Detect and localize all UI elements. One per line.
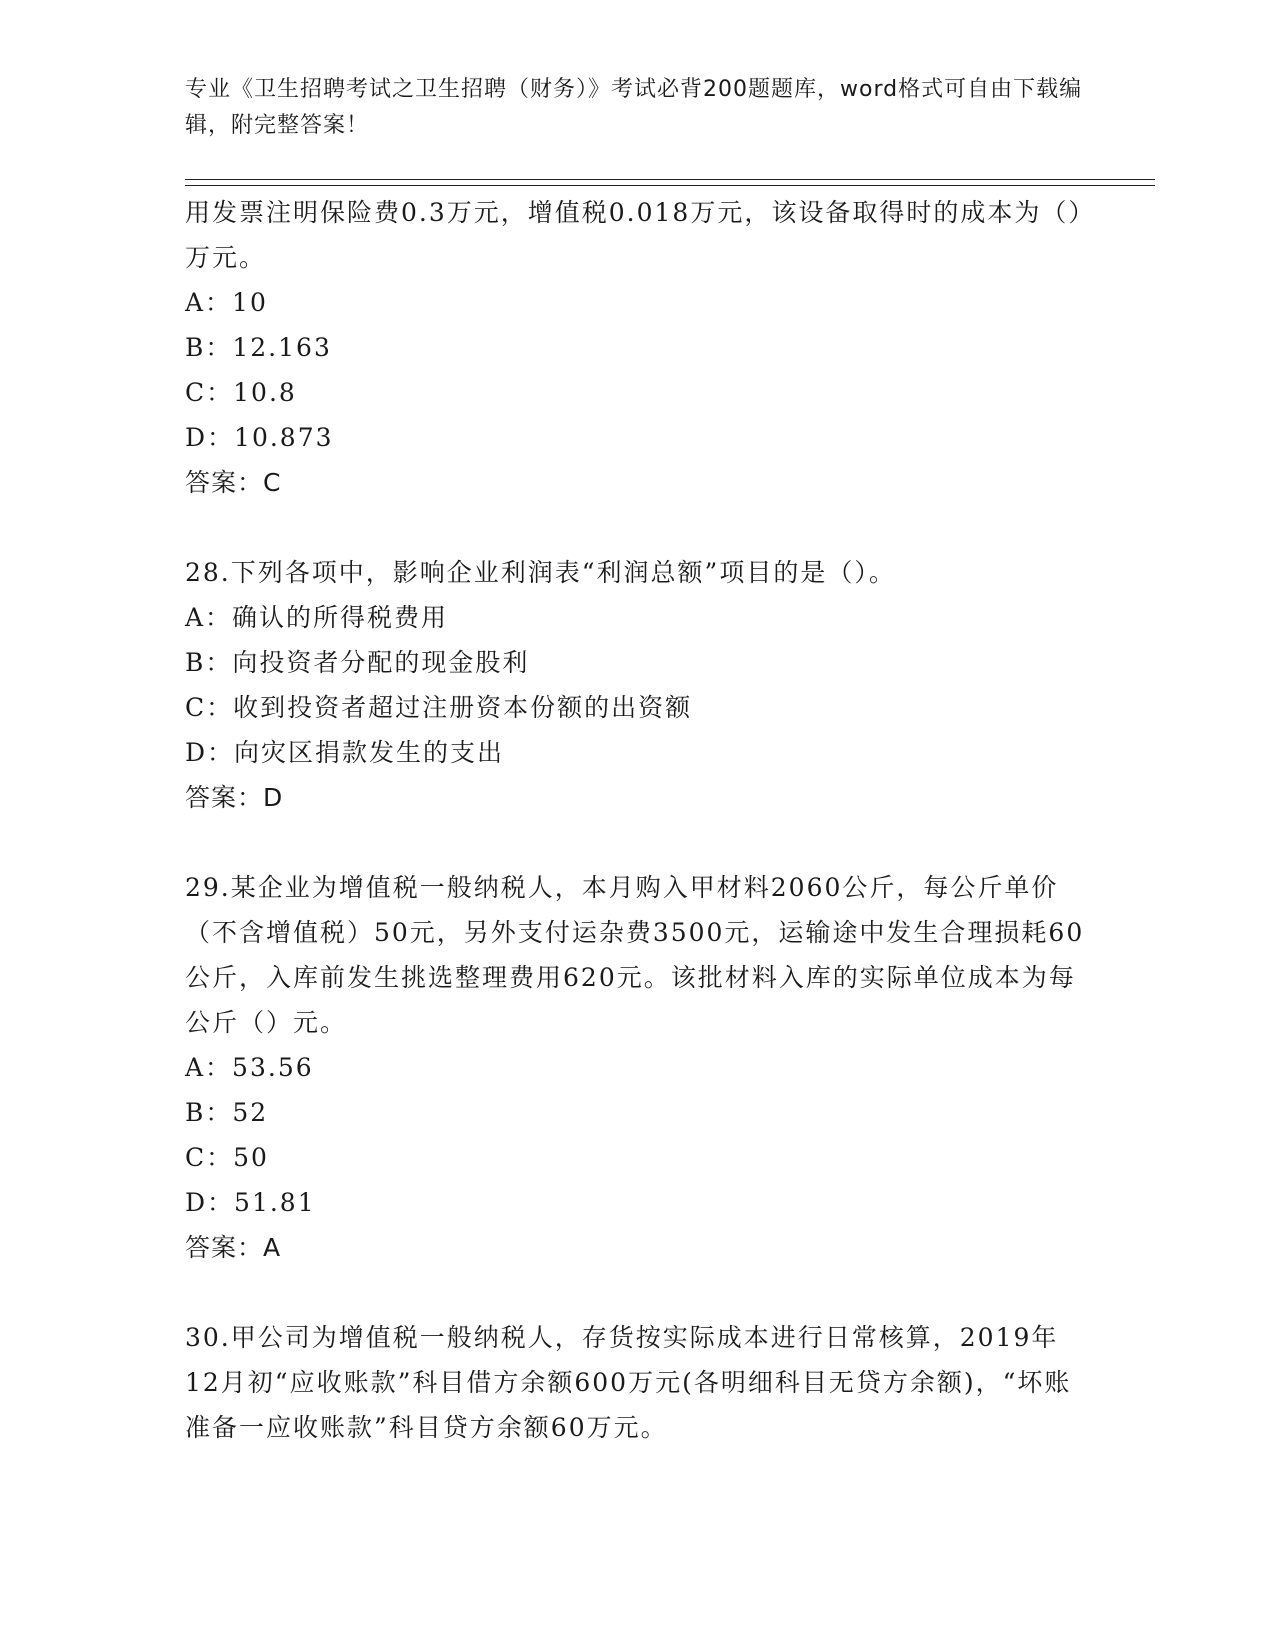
question-stem: 30.甲公司为增值税一般纳税人，存货按实际成本进行日常核算，2019年12月初“应收账款”科目借方余额600万元(各明细科目无贷方余额)，“坏账准备一应收账款”科目贷方余额60万元。 [185, 1323, 1072, 1442]
option-b: B：52 [185, 1098, 269, 1127]
option-c: C：10.8 [185, 378, 297, 407]
option-b: B：12.163 [185, 333, 332, 362]
option-d: D：51.81 [185, 1188, 316, 1217]
question-stem: 用发票注明保险费0.3万元，增值税0.018万元，该设备取得时的成本为（）万元。 [185, 198, 1083, 272]
option-b: B：向投资者分配的现金股利 [185, 648, 530, 677]
question-29 [185, 865, 1085, 1270]
answer-line: 答案：A [185, 1233, 282, 1262]
header-divider-bottom [185, 185, 1155, 186]
option-c: C：收到投资者超过注册资本份额的出资额 [185, 693, 693, 722]
question-content [185, 190, 1085, 1450]
answer-line: 答案：D [185, 783, 284, 812]
document-header: 专业《卫生招聘考试之卫生招聘（财务）》考试必背200题题库，word格式可自由下载编辑，附完整答案！ [185, 77, 1083, 138]
question-stem: 29.某企业为增值税一般纳税人，本月购入甲材料2060公斤，每公斤单价（不含增值税）50元，另外支付运杂费3500元，运输途中发生合理损耗60公斤，入库前发生挑选整理费用620元。该批材料入库的实际单位成本为每公斤（）元。 [185, 873, 1085, 1037]
option-a: A：10 [185, 288, 268, 317]
answer-line: 答案：C [185, 468, 282, 497]
option-c: C：50 [185, 1143, 269, 1172]
question-28 [185, 550, 1085, 820]
option-d: D：向灾区捐款发生的支出 [185, 738, 505, 767]
question-stem: 28.下列各项中，影响企业利润表“利润总额”项目的是（）。 [185, 558, 896, 587]
option-a: A：确认的所得税费用 [185, 603, 449, 632]
option-d: D：10.873 [185, 423, 334, 452]
question-27 [185, 190, 1085, 505]
question-30 [185, 1315, 1085, 1450]
option-a: A：53.56 [185, 1053, 314, 1082]
header-divider-top [185, 179, 1155, 180]
